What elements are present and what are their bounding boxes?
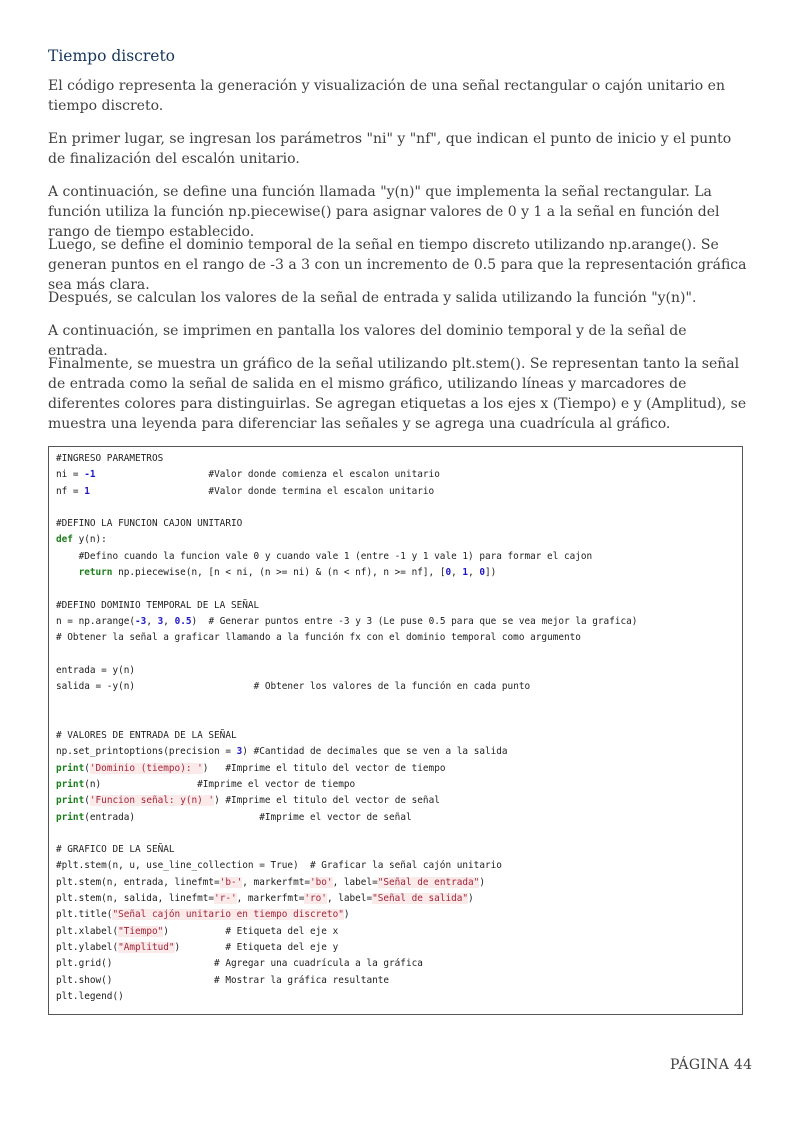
paragraph-domain: Luego, se define el dominio temporal de la señal en tiempo discreto utilizando np.arange(). Se generan puntos en el rango de -3 a 3 con un incremento de 0.5 para que la representación gráfica sea más clara.	[48, 237, 747, 293]
code-text: )	[214, 795, 226, 807]
code-comment: #plt.stem(n, u, use_line_collection = True) # Graficar la señal cajón unitario	[56, 860, 502, 872]
code-keyword: print	[56, 795, 85, 807]
paragraph-compute: Después, se calculan los valores de la señal de entrada y salida utilizando la función "y(n)".	[48, 290, 697, 306]
code-comment: # Generar puntos entre -3 y 3 (Le puse 0.5 para que se vea mejor la grafica)	[208, 615, 638, 627]
code-line	[56, 695, 738, 711]
paragraph-print: A continuación, se imprimen en pantalla los valores del dominio temporal y de la señal de entrada.	[48, 323, 687, 359]
code-lines	[56, 451, 738, 1005]
code-keyword: print	[56, 778, 85, 790]
code-line	[56, 549, 738, 565]
code-line	[56, 891, 738, 907]
code-text: plt.show()	[56, 974, 215, 986]
code-string: 'b-'	[219, 876, 243, 888]
code-comment: #Valor donde termina el escalon unitario	[208, 485, 435, 497]
code-text: y(n):	[72, 534, 107, 546]
code-comment: # Obtener los valores de la función en cada punto	[253, 681, 531, 693]
code-comment: # Mostrar la gráfica resultante	[214, 974, 390, 986]
code-line	[56, 565, 738, 581]
code-line	[56, 940, 738, 956]
code-comment: # Etiqueta del eje x	[225, 925, 339, 937]
code-number: 3	[236, 746, 243, 758]
code-line	[56, 712, 738, 728]
paragraph-intro: El código representa la generación y visualización de una señal rectangular o cajón unitario en tiempo discreto.	[48, 78, 725, 114]
code-line	[56, 810, 738, 826]
code-string: "Señal de entrada"	[377, 876, 480, 888]
code-text: )	[242, 746, 254, 758]
code-comment: #DEFINO LA FUNCION CAJON UNITARIO	[56, 518, 243, 530]
code-comment: # Obtener la señal a graficar llamando a la función fx con el dominio temporal como argumento	[56, 632, 581, 644]
code-line	[56, 581, 738, 597]
code-text	[56, 551, 79, 562]
code-text: ])	[485, 567, 497, 579]
code-line	[56, 679, 738, 695]
code-text	[56, 567, 79, 578]
code-comment: #DEFINO DOMINIO TEMPORAL DE LA SEÑAL	[56, 599, 260, 611]
code-comment: #Imprime el titulo del vector de tiempo	[225, 762, 446, 774]
code-text: ni =	[56, 469, 85, 481]
code-line	[56, 761, 738, 777]
code-line	[56, 842, 738, 858]
code-string: 'Funcion señal: y(n) '	[89, 795, 215, 807]
code-text: np.set_printoptions(precision =	[56, 746, 237, 758]
code-text: np.piecewise(n, [n < ni, (n >= ni) & (n < nf), n >= nf], [	[112, 567, 446, 579]
code-string: "Señal cajón unitario en tiempo discreto"	[112, 909, 344, 921]
code-string: "Tiempo"	[118, 925, 164, 937]
paragraph-plot: Finalmente, se muestra un gráfico de la señal utilizando plt.stem(). Se representan tanto la señal de entrada como la señal de salida en el mismo gráfico, utilizando líneas y marcadores de diferentes colores para distinguirlas. Se agregan etiquetas a los ejes x (Tiempo) e y (Amplitud), se muestra una leyenda para diferenciar las señales y se agrega una cuadrícula al gráfico.	[48, 356, 747, 432]
code-comment: #Cantidad de decimales que se ven a la salida	[253, 746, 508, 758]
code-text: )	[191, 615, 209, 627]
code-keyword: def	[56, 534, 73, 546]
code-line	[56, 858, 738, 874]
code-string: 'ro'	[304, 893, 327, 905]
code-line	[56, 728, 738, 744]
code-text: )	[174, 941, 226, 953]
code-text: ,	[146, 615, 158, 627]
code-comment: #Imprime el vector de señal	[259, 811, 412, 823]
paragraph-parameters: En primer lugar, se ingresan los parámetros "ni" y "nf", que indican el punto de inicio y el punto de finalización del escalón unitario.	[48, 131, 732, 167]
section-heading: Tiempo discreto	[48, 47, 176, 65]
code-text: plt.legend()	[56, 990, 124, 1002]
code-text: , label=	[326, 893, 373, 905]
code-number: -1	[84, 469, 96, 481]
code-line	[56, 532, 738, 548]
code-text: , label=	[332, 876, 378, 888]
code-text: )	[202, 762, 226, 774]
code-keyword: return	[78, 567, 113, 579]
code-keyword: print	[56, 762, 85, 774]
code-text: plt.stem(n, entrada, linefmt=	[56, 876, 220, 888]
code-number: 3	[157, 615, 164, 627]
code-line	[56, 777, 738, 793]
code-string: "Señal de salida"	[372, 893, 469, 905]
code-line	[56, 467, 738, 483]
code-line	[56, 956, 738, 972]
code-text: )	[163, 925, 226, 937]
code-text: plt.stem(n, salida, linefmt=	[56, 893, 215, 905]
code-line	[56, 924, 738, 940]
code-text: entrada = y(n)	[56, 664, 136, 676]
code-text: , markerfmt=	[242, 876, 310, 888]
page-number: PÁGINA 44	[670, 1057, 753, 1073]
code-line	[56, 647, 738, 663]
code-line	[56, 793, 738, 809]
code-line	[56, 451, 738, 467]
code-comment: # Agregar una cuadrícula a la gráfica	[214, 958, 423, 970]
code-string: "Amplitud"	[118, 941, 175, 953]
code-string: 'r-'	[214, 893, 237, 905]
code-line	[56, 516, 738, 532]
code-line	[56, 875, 738, 891]
code-text: salida = -y(n)	[56, 681, 254, 693]
code-number: 0.5	[174, 615, 192, 627]
code-comment: # GRAFICO DE LA SEÑAL	[56, 844, 175, 856]
code-string: 'Dominio (tiempo): '	[89, 762, 203, 774]
code-line	[56, 973, 738, 989]
code-text: n = np.arange(	[56, 615, 136, 627]
code-line	[56, 663, 738, 679]
paragraph-function: A continuación, se define una función llamada "y(n)" que implementa la señal rectangular. La función utiliza la función np.piecewise() para asignar valores de 0 y 1 a la señal en función del rango de tiempo establecido.	[48, 184, 720, 240]
code-number: -3	[135, 615, 147, 627]
code-text: (	[84, 795, 90, 807]
code-line	[56, 614, 738, 630]
code-text: plt.ylabel(	[56, 941, 119, 953]
code-comment: #Defino cuando la funcion vale 0 y cuando vale 1 (entre -1 y 1 vale 1) para formar el cajon	[78, 550, 593, 562]
code-comment: #INGRESO PARAMETROS	[56, 453, 164, 464]
code-comment: #Valor donde comienza el escalon unitario	[208, 469, 440, 481]
code-text: )	[468, 893, 474, 905]
code-text: plt.title(	[56, 909, 113, 921]
code-text: )	[479, 876, 485, 888]
code-line	[56, 500, 738, 516]
code-number: 0	[445, 567, 452, 579]
code-text	[90, 486, 209, 497]
code-line	[56, 484, 738, 500]
code-line	[56, 907, 738, 923]
code-text: )	[343, 909, 350, 921]
code-text: nf =	[56, 485, 85, 497]
code-text: , markerfmt=	[236, 893, 305, 905]
code-string: 'bo'	[310, 876, 333, 888]
code-text: ,	[451, 567, 463, 579]
code-comment: # VALORES DE ENTRADA DE LA SEÑAL	[56, 730, 237, 742]
code-line	[56, 826, 738, 842]
code-number: 1	[84, 485, 90, 497]
code-text: (n)	[84, 778, 198, 790]
code-comment: #Imprime el titulo del vector de señal	[225, 795, 440, 807]
code-text: (	[84, 762, 90, 774]
code-text: ,	[468, 567, 480, 579]
code-line	[56, 744, 738, 760]
code-text	[96, 469, 209, 480]
code-number: 0	[479, 567, 486, 579]
code-block	[48, 446, 743, 1015]
code-text: ,	[163, 615, 175, 627]
code-text: plt.xlabel(	[56, 925, 119, 937]
code-number: 1	[462, 567, 469, 579]
code-line	[56, 989, 738, 1005]
code-comment: # Etiqueta del eje y	[225, 941, 339, 953]
code-line	[56, 630, 738, 646]
code-keyword: print	[56, 811, 85, 823]
code-line	[56, 598, 738, 614]
code-text: (entrada)	[84, 811, 260, 823]
code-text: plt.grid()	[56, 958, 215, 970]
code-comment: #Imprime el vector de tiempo	[197, 778, 356, 790]
